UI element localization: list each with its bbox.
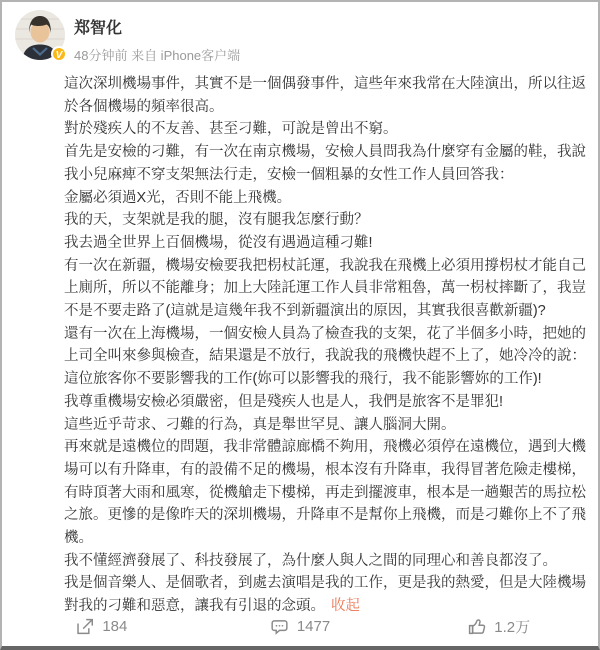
forward-icon bbox=[75, 617, 94, 636]
post-paragraph: 金屬必須過X光，否則不能上飛機。 bbox=[64, 189, 292, 206]
post-paragraph: 我的天，支架就是我的腿，沒有腿我怎麼行動？ bbox=[64, 212, 369, 229]
post-paragraph: 這位旅客你不要影響我的工作(妳可以影響我的飛行，我不能影響妳的工作)! bbox=[64, 371, 542, 388]
collapse-link[interactable]: 收起 bbox=[331, 598, 360, 615]
post-text bbox=[2, 64, 598, 618]
post-paragraph: 對於殘疾人的不友善、甚至刁難，可說是曾出不窮。 bbox=[64, 121, 398, 138]
post-meta: 48分钟前 来自 iPhone客户端 bbox=[74, 48, 241, 63]
repost-button[interactable] bbox=[2, 606, 201, 646]
post-paragraph: 我尊重機場安檢必須嚴密，但是殘疾人也是人，我們是旅客不是罪犯! bbox=[64, 393, 504, 410]
repost-count: 184 bbox=[102, 617, 128, 635]
post-paragraph: 我不懂經濟發展了、科技發展了，為什麼人與人之間的同理心和善良都沒了。 bbox=[64, 552, 557, 569]
comment-icon bbox=[270, 617, 289, 636]
post-paragraph: 這次深圳機場事件，其實不是一個偶發事件，這些年來我常在大陸演出，所以往返於各個機場的頻率很高。 bbox=[64, 76, 586, 115]
post-paragraph: 我去過全世界上百個機場，從沒有遇過這種刁難! bbox=[64, 234, 373, 251]
post-paragraph-text: 我是個音樂人、是個歌者，到處去演唱是我的工作，更是我的熱愛，但是大陸機場對我的刁難和惡意，讓我有引退的念頭。 bbox=[64, 575, 586, 615]
post-paragraph: 再來就是遠機位的問題，我非常體諒廊橋不夠用，飛機必須停在遠機位，遇到大機場可以有升降車，有的設備不足的機場，根本沒有升降車，我得冒著危險走樓梯，有時頂著大雨和風寒，從機艙走下樓梯，再走到擺渡車，根本是一趟艱苦的馬拉松之旅。更慘的是像昨天的深圳機場，升降車不是幫你上飛機，而是刁難你上不了飛機。 bbox=[64, 439, 586, 547]
comment-count: 1477 bbox=[296, 617, 331, 635]
post-paragraph: 還有一次在上海機場，一個安檢人員為了檢查我的支架，花了半個多小時，把她的上司全叫來參與檢查，結果還是不放行，我說我的飛機快趕不上了，她冷冷的說： bbox=[64, 325, 586, 365]
post-paragraph: 首先是安檢的刁難，有一次在南京機場，安檢人員問我為什麼穿有金屬的鞋，我說我小兒麻痺不穿支架無法行走，安檢一個粗暴的女性工作人員回答我： bbox=[64, 144, 586, 183]
like-count: 1.2万 bbox=[494, 618, 531, 636]
post-paragraph: 這些近乎苛求、刁難的行為，真是舉世罕見、讓人腦洞大開。 bbox=[64, 416, 456, 433]
action-bar bbox=[2, 606, 598, 646]
thumbs-up-icon bbox=[467, 617, 486, 636]
avatar[interactable] bbox=[15, 10, 65, 60]
post-paragraph: 有一次在新疆，機場安檢要我把枴杖託運，我說我在飛機上必須用撐枴杖才能自己上廁所，所以不能離身；加上大陸託運工作人員非常粗魯，萬一枴杖摔斷了，我豈不是不要走路了(這就是這幾年我不到新疆演出的原因，其實我很喜歡新疆)? bbox=[64, 257, 586, 320]
header-text bbox=[74, 10, 240, 64]
verified-badge-icon: V bbox=[51, 46, 67, 62]
comment-button[interactable] bbox=[201, 606, 400, 646]
like-button[interactable] bbox=[399, 606, 598, 646]
username[interactable]: 郑智化 bbox=[74, 20, 123, 37]
post-header bbox=[2, 2, 598, 64]
